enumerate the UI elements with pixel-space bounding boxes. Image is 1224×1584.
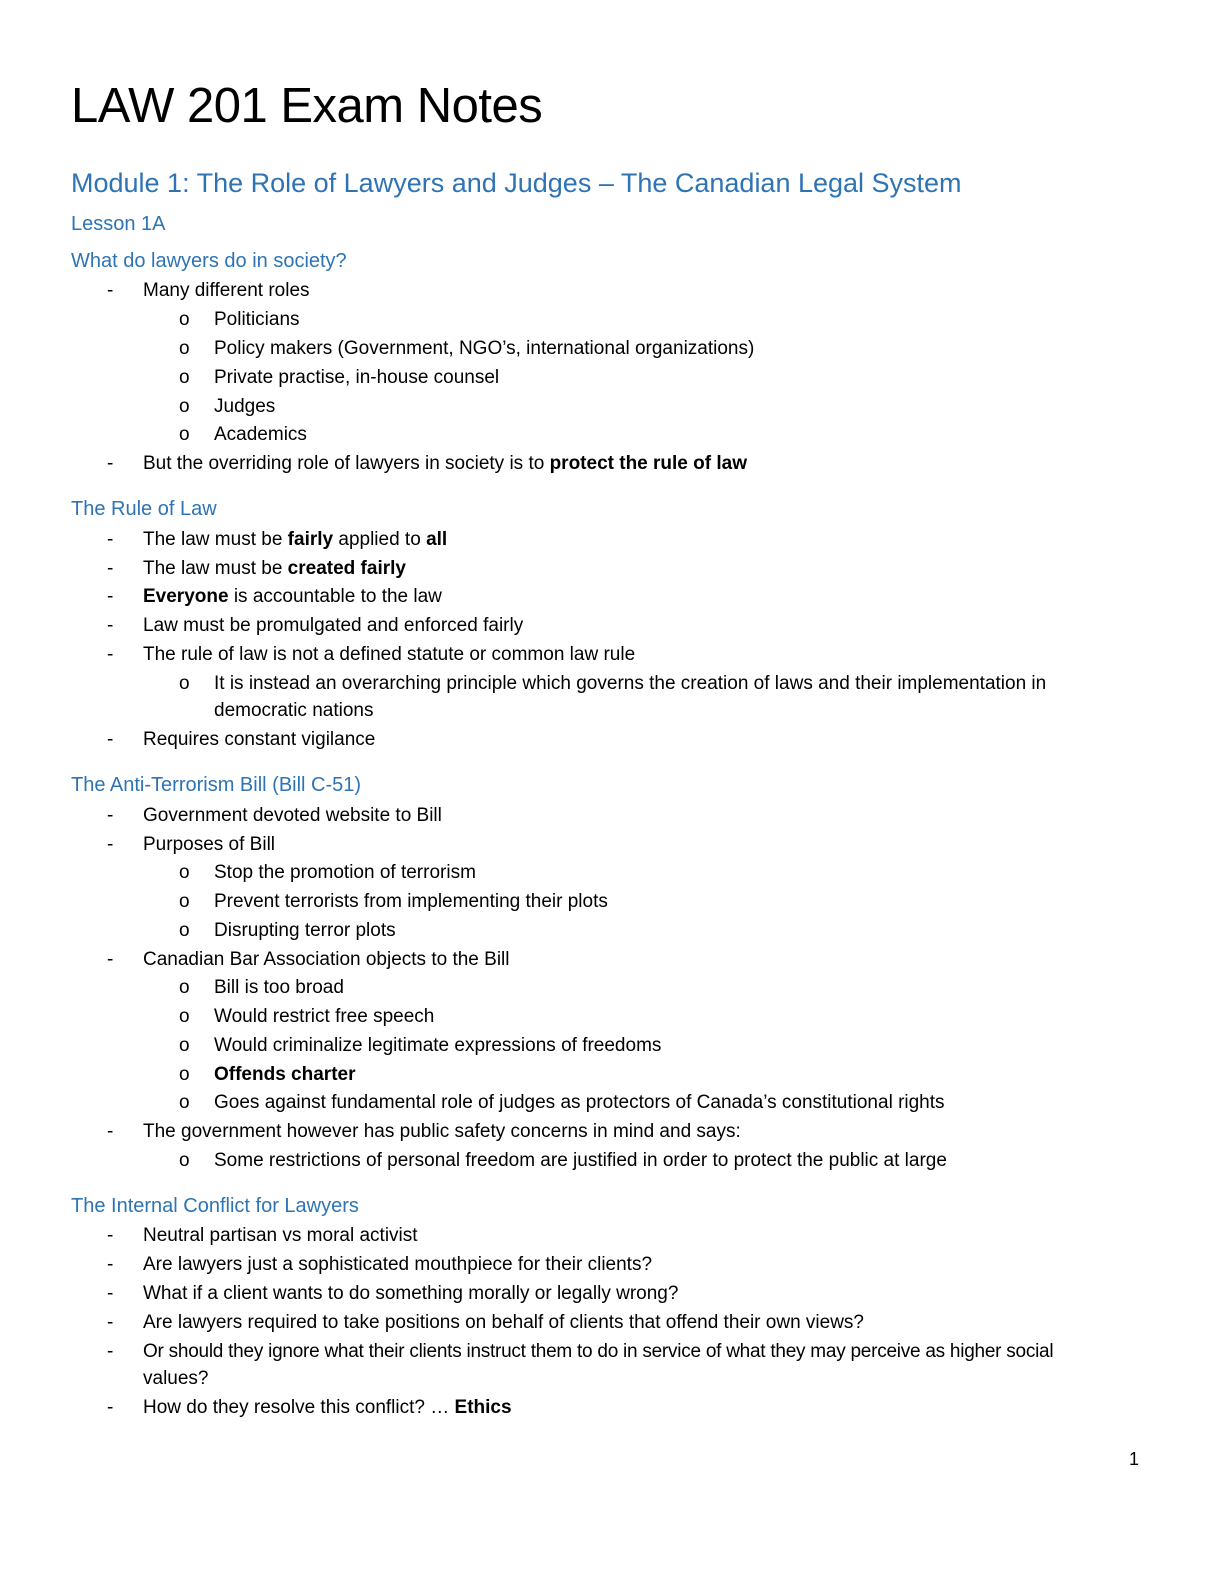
circle-bullet: o xyxy=(179,920,190,941)
list-item: - Purposes of Bill xyxy=(0,831,1224,859)
circle-bullet: o xyxy=(179,673,190,694)
list-item: - How do they resolve this conflict? … Ethics xyxy=(0,1394,1224,1422)
list-item: - Many different roles xyxy=(0,277,1224,305)
sub-list-item: o Academics xyxy=(0,421,1224,449)
dash-bullet: - xyxy=(107,615,114,636)
circle-bullet: o xyxy=(179,1092,190,1113)
sub-list-item: o Would restrict free speech xyxy=(0,1003,1224,1031)
dash-bullet: - xyxy=(107,644,114,665)
list-item: - Law must be promulgated and enforced fairly xyxy=(0,612,1224,640)
dash-bullet: - xyxy=(107,1312,114,1333)
list-item: - Government devoted website to Bill xyxy=(0,802,1224,830)
list-item: - The rule of law is not a defined statute or common law rule xyxy=(0,641,1224,669)
dash-bullet: - xyxy=(107,1254,114,1275)
list-item: - The law must be fairly applied to all xyxy=(0,526,1224,554)
sub-list-item: o Would criminalize legitimate expressions of freedoms xyxy=(0,1032,1224,1060)
dash-bullet: - xyxy=(107,729,114,750)
dash-bullet: - xyxy=(107,529,114,550)
sub-list-item: o It is instead an overarching principle which governs the creation of laws and their implementation in xyxy=(0,670,1224,698)
sub-list-item: o Politicians xyxy=(0,306,1224,334)
circle-bullet: o xyxy=(179,1035,190,1056)
circle-bullet: o xyxy=(179,396,190,417)
dash-bullet: - xyxy=(107,805,114,826)
list-item: - The law must be created fairly xyxy=(0,555,1224,583)
lesson-heading: Lesson 1A xyxy=(71,213,166,235)
dash-bullet: - xyxy=(107,1397,114,1418)
list-item: - Canadian Bar Association objects to the Bill xyxy=(0,946,1224,974)
circle-bullet: o xyxy=(179,1006,190,1027)
circle-bullet: o xyxy=(179,1150,190,1171)
section-heading-rule-of-law: The Rule of Law xyxy=(71,498,217,520)
sub-list-item: o Stop the promotion of terrorism xyxy=(0,859,1224,887)
section-heading-internal-conflict: The Internal Conflict for Lawyers xyxy=(71,1195,359,1217)
list-item: - Are lawyers required to take positions on behalf of clients that offend their own views? xyxy=(0,1309,1224,1337)
sub-list-item: o Offends charter xyxy=(0,1061,1224,1089)
list-item: - Requires constant vigilance xyxy=(0,726,1224,754)
list-item-continued: values? xyxy=(143,1368,209,1389)
circle-bullet: o xyxy=(179,367,190,388)
dash-bullet: - xyxy=(107,1121,114,1142)
sub-list-item: o Prevent terrorists from implementing their plots xyxy=(0,888,1224,916)
dash-bullet: - xyxy=(107,586,114,607)
dash-bullet: - xyxy=(107,949,114,970)
circle-bullet: o xyxy=(179,891,190,912)
dash-bullet: - xyxy=(107,558,114,579)
section-heading-lawyers-role: What do lawyers do in society? xyxy=(71,250,347,272)
dash-bullet: - xyxy=(107,280,114,301)
dash-bullet: - xyxy=(107,834,114,855)
page-number: 1 xyxy=(1129,1449,1140,1469)
sub-list-item: o Disrupting terror plots xyxy=(0,917,1224,945)
dash-bullet: - xyxy=(107,1341,114,1362)
list-item: - Everyone is accountable to the law xyxy=(0,583,1224,611)
circle-bullet: o xyxy=(179,424,190,445)
circle-bullet: o xyxy=(179,862,190,883)
dash-bullet: - xyxy=(107,1283,114,1304)
list-item: - What if a client wants to do something morally or legally wrong? xyxy=(0,1280,1224,1308)
list-item: - But the overriding role of lawyers in society is to protect the rule of law xyxy=(0,450,1224,478)
module-heading: Module 1: The Role of Lawyers and Judges – The Canadian Legal System xyxy=(71,168,962,198)
dash-bullet: - xyxy=(107,1225,114,1246)
sub-list-item: o Private practise, in-house counsel xyxy=(0,364,1224,392)
section-heading-anti-terrorism-bill: The Anti-Terrorism Bill (Bill C-51) xyxy=(71,774,362,796)
document-title: LAW 201 Exam Notes xyxy=(71,79,543,133)
dash-bullet: - xyxy=(107,453,114,474)
sub-list-item: o Some restrictions of personal freedom are justified in order to protect the public at large xyxy=(0,1147,1224,1175)
circle-bullet: o xyxy=(179,1064,190,1085)
list-item: - Are lawyers just a sophisticated mouthpiece for their clients? xyxy=(0,1251,1224,1279)
circle-bullet: o xyxy=(179,338,190,359)
sub-list-item-continued: democratic nations xyxy=(214,700,374,721)
sub-list-item: o Judges xyxy=(0,393,1224,421)
list-item: - Or should they ignore what their clients instruct them to do in service of what they may perceive as higher social xyxy=(0,1338,1224,1366)
list-item: - The government however has public safety concerns in mind and says: xyxy=(0,1118,1224,1146)
sub-list-item: o Goes against fundamental role of judges as protectors of Canada’s constitutional rights xyxy=(0,1089,1224,1117)
circle-bullet: o xyxy=(179,977,190,998)
circle-bullet: o xyxy=(179,309,190,330)
sub-list-item: o Policy makers (Government, NGO’s, international organizations) xyxy=(0,335,1224,363)
sub-list-item: o Bill is too broad xyxy=(0,974,1224,1002)
list-item: - Neutral partisan vs moral activist xyxy=(0,1222,1224,1250)
